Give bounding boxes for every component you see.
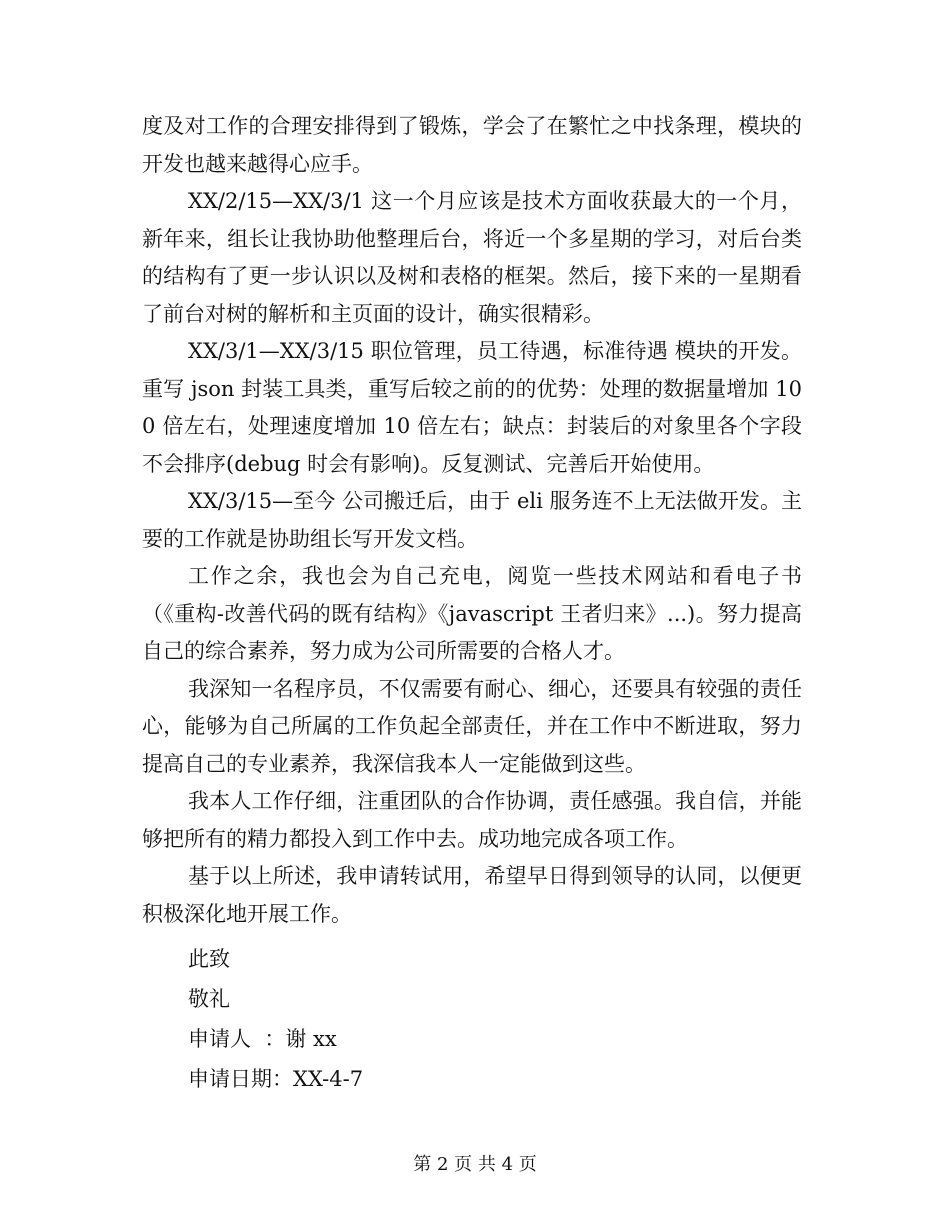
- paragraph-feb-to-mar: XX/2/15—XX/3/1 这一个月应该是技术方面收获最大的一个月，新年来，组长让我协助他整理后台，将近一个多星期的学习，对后台类的结构有了更一步认识以及树和表格的框架。然后，接下来的一星期看了前台对树的解析和主页面的设计，确实很精彩。: [142, 189, 802, 326]
- paragraph-mar-first-half: XX/3/1—XX/3/15 职位管理，员工待遇，标准待遇 模块的开发。重写 json 封装工具类，重写后较之前的的优势：处理的数据量增加 100 倍左右，处理速度增加 10 倍左右；缺点：封装后的对象里各个字段不会排序(debug 时会有影响)。反复测试、完善后开始使用。: [142, 339, 802, 476]
- closing-regards: 敬礼: [188, 987, 230, 1011]
- paragraph-mar-to-now: XX/3/15—至今 公司搬迁后，由于 eli 服务连不上无法做开发。主要的工作就是协助组长写开发文档。: [142, 489, 802, 551]
- paragraph-continuation: 度及对工作的合理安排得到了锻炼，学会了在繁忙之中找条理，模块的开发也越来越得心应手。: [142, 114, 802, 176]
- paragraph-teamwork: 我本人工作仔细，注重团队的合作协调，责任感强。我自信，并能够把所有的精力都投入到工作中去。成功地完成各项工作。: [142, 789, 802, 851]
- paragraph-responsibility: 我深知一名程序员，不仅需要有耐心、细心，还要具有较强的责任心，能够为自己所属的工作负起全部责任，并在工作中不断进取，努力提高自己的专业素养，我深信我本人一定能做到这些。: [142, 676, 802, 776]
- applicant-signature: 申请人 ：谢 xx: [188, 1027, 337, 1051]
- paragraph-self-study: 工作之余，我也会为自己充电，阅览一些技术网站和看电子书（《重构-改善代码的既有结构》《javascript 王者归来》...)。努力提高自己的综合素养，努力成为公司所需要的合格人才。: [142, 564, 802, 663]
- paragraph-request: 基于以上所述，我申请转试用，希望早日得到领导的认同，以便更积极深化地开展工作。: [142, 864, 802, 926]
- document-body: [142, 108, 802, 1099]
- application-date: 申请日期：XX-4-7: [188, 1067, 364, 1091]
- page-number-footer: 第 2 页 共 4 页: [413, 1154, 537, 1175]
- closing-salutation: 此致: [188, 947, 230, 971]
